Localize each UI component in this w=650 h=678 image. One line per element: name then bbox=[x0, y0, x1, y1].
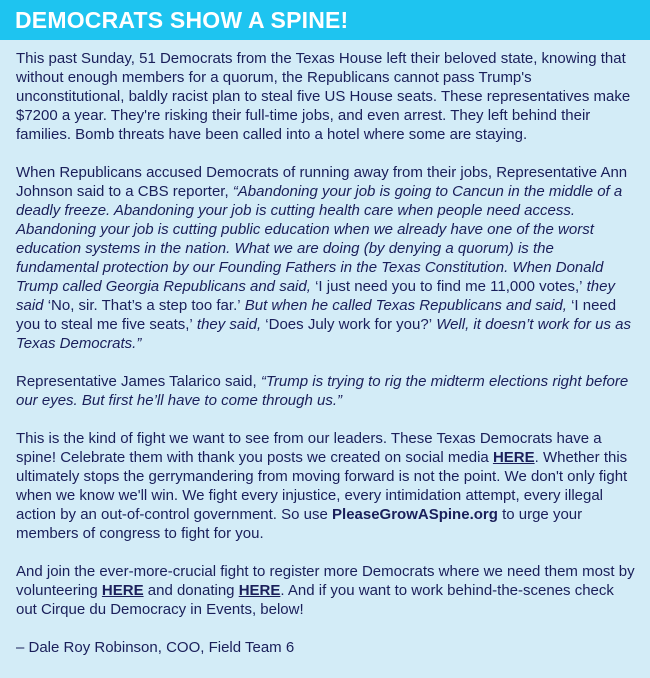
talarico-intro: Representative James Talarico said, bbox=[16, 373, 261, 390]
talarico-quote: “Trump is trying to rig the midterm elections right before our eyes. But first he’ll have to come through us.” bbox=[16, 373, 629, 409]
volunteer-link[interactable]: HERE bbox=[101, 582, 144, 599]
social-posts-link[interactable]: HERE bbox=[492, 449, 535, 466]
johnson-quote-2: they said bbox=[16, 278, 615, 314]
johnson-quote-3: But when he called Texas Republicans and said, bbox=[240, 297, 572, 314]
johnson-inner-quote-2: ‘No, sir. That’s a step too far.’ bbox=[47, 297, 241, 314]
signature: – Dale Roy Robinson, COO, Field Team 6 bbox=[16, 639, 295, 656]
site-name: PleaseGrowASpine.org bbox=[332, 506, 498, 523]
volunteer-text-2: and donating bbox=[143, 582, 239, 599]
paragraph-intro: This past Sunday, 51 Democrats from the Texas House left their beloved state, knowing that without enough members for a quorum, the Republicans cannot pass Trump's unconstitutional, baldly racist plan to steal five US House seats. These representatives make $7200 a year. They're risking their full-time jobs, and even arrest. They left behind their families. Bomb threats have been called into a hotel where some are staying. bbox=[16, 50, 631, 143]
donate-link[interactable]: HERE bbox=[238, 582, 281, 599]
johnson-intro: When Republicans accused Democrats of running away from their jobs, Representative Ann Johnson said to a CBS reporter, bbox=[16, 164, 628, 200]
johnson-quote-4: they said, bbox=[192, 316, 266, 333]
johnson-inner-quote-4: ‘Does July work for you?’ bbox=[265, 316, 433, 333]
cta-text-3: to urge your members of congress to fight for you. bbox=[16, 506, 583, 542]
headline: DEMOCRATS SHOW A SPINE! bbox=[15, 6, 349, 33]
volunteer-text-1: And join the ever-more-crucial fight to register more Democrats where we need them most by volunteering bbox=[16, 563, 635, 599]
paragraph-talarico bbox=[16, 372, 636, 410]
article-body bbox=[0, 40, 650, 657]
johnson-inner-quote-1: ‘I just need you to find me 11,000 votes,’ bbox=[315, 278, 583, 295]
paragraph-call-to-action bbox=[16, 429, 636, 543]
johnson-inner-quote-3: ‘I need you to steal me five seats,’ bbox=[16, 297, 617, 333]
cta-text-1: This is the kind of fight we want to see from our leaders. These Texas Democrats have a spine! Celebrate them with thank you posts we created on social media bbox=[16, 430, 602, 466]
johnson-quote-1: “Abandoning your job is going to Cancun in the middle of a deadly freeze. Abandoning your job is cutting health care when people need access. Abandoning your job is cutting public education when we already have one of the worst education systems in the nation. What we are doing (by denying a quorum) is the fundamental protection by our Founding Fathers in the Texas Constitution. When Donald Trump called Georgia Republicans and said, bbox=[16, 183, 623, 295]
paragraph-ann-johnson bbox=[16, 163, 636, 353]
johnson-quote-5: Well, it doesn’t work for us as Texas Democrats.” bbox=[16, 316, 631, 352]
paragraph-volunteer bbox=[16, 562, 636, 619]
volunteer-text-3: . And if you want to work behind-the-scenes check out Cirque du Democracy in Events, below! bbox=[16, 582, 614, 618]
cta-text-2: . Whether this ultimately stops the gerrymandering from moving forward is not the point. We don't only fight when we know we'll win. We fight every injustice, every intimidation attempt, every illegal action by an out-of-control government. So use bbox=[16, 449, 628, 523]
newsletter-header bbox=[0, 0, 650, 40]
